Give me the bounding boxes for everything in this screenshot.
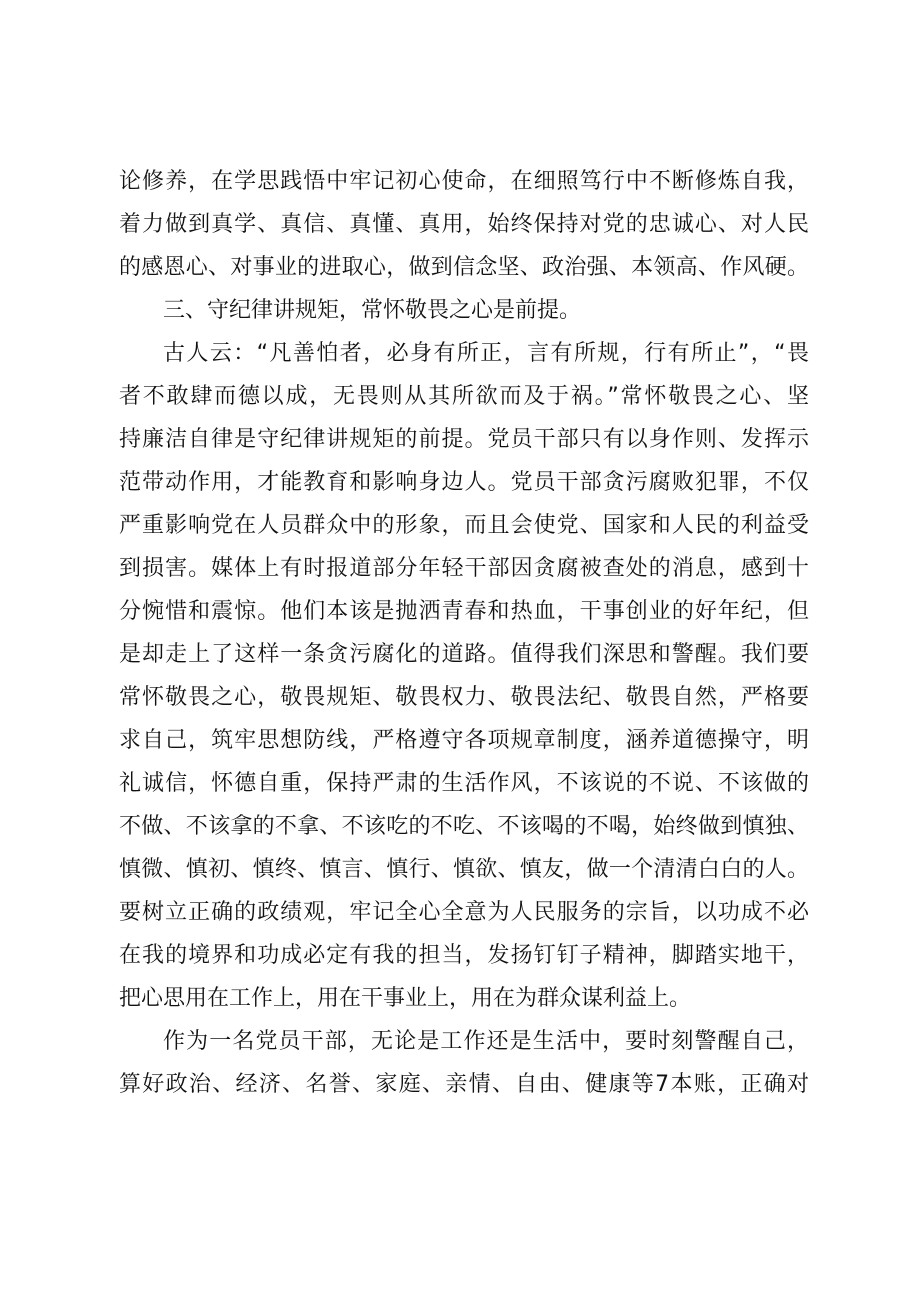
text-line: 论修养，在学思践悟中牢记初心使命，在细照笃行中不断修炼自我， xyxy=(119,169,809,194)
section-heading: 三、守纪律讲规矩，常怀敬畏之心是前提。 xyxy=(163,298,582,323)
text-line: 慎微、慎初、慎终、慎言、慎行、慎欲、慎友，做一个清清白白的人。 xyxy=(119,857,809,882)
text-line: 分惋惜和震惊。他们本该是抛洒青春和热血，干事创业的好年纪，但 xyxy=(119,599,809,624)
text-line: 的感恩心、对事业的进取心，做到信念坚、政治强、本领高、作风硬。 xyxy=(119,255,809,280)
text-line: 算好政治、经济、名誉、家庭、亲情、自由、健康等7本账，正确对 xyxy=(119,1072,809,1097)
text-line: 着力做到真学、真信、真懂、真用，始终保持对党的忠诚心、对人民 xyxy=(119,212,809,237)
text-line: 在我的境界和功成必定有我的担当，发扬钉钉子精神，脚踏实地干， xyxy=(119,943,809,968)
text-line: 把心思用在工作上，用在干事业上，用在为群众谋利益上。 xyxy=(119,986,692,1011)
text-line: 求自己，筑牢思想防线，严格遵守各项规章制度，涵养道德操守，明 xyxy=(119,728,809,753)
text-line: 是却走上了这样一条贪污腐化的道路。值得我们深思和警醒。我们要 xyxy=(119,642,809,667)
text-line: 古人云：“凡善怕者，必身有所正，言有所规，行有所止”，“畏 xyxy=(163,341,809,366)
text-line: 范带动作用，才能教育和影响身边人。党员干部贪污腐败犯罪，不仅 xyxy=(119,470,809,495)
text-line: 到损害。媒体上有时报道部分年轻干部因贪腐被查处的消息，感到十 xyxy=(119,556,809,581)
text-line: 持廉洁自律是守纪律讲规矩的前提。党员干部只有以身作则、发挥示 xyxy=(119,427,809,452)
document-body xyxy=(119,160,809,1106)
text-line: 不做、不该拿的不拿、不该吃的不吃、不该喝的不喝，始终做到慎独、 xyxy=(119,814,809,839)
text-line: 常怀敬畏之心，敬畏规矩、敬畏权力、敬畏法纪、敬畏自然，严格要 xyxy=(119,685,809,710)
text-line: 作为一名党员干部，无论是工作还是生活中，要时刻警醒自己， xyxy=(163,1029,809,1054)
text-line: 礼诚信，怀德自重，保持严肃的生活作风，不该说的不说、不该做的 xyxy=(119,771,809,796)
text-line: 严重影响党在人员群众中的形象，而且会使党、国家和人民的利益受 xyxy=(119,513,809,538)
text-line: 者不敢肆而德以成，无畏则从其所欲而及于祸。”常怀敬畏之心、坚 xyxy=(119,384,809,409)
text-line: 要树立正确的政绩观，牢记全心全意为人民服务的宗旨，以功成不必 xyxy=(119,900,809,925)
